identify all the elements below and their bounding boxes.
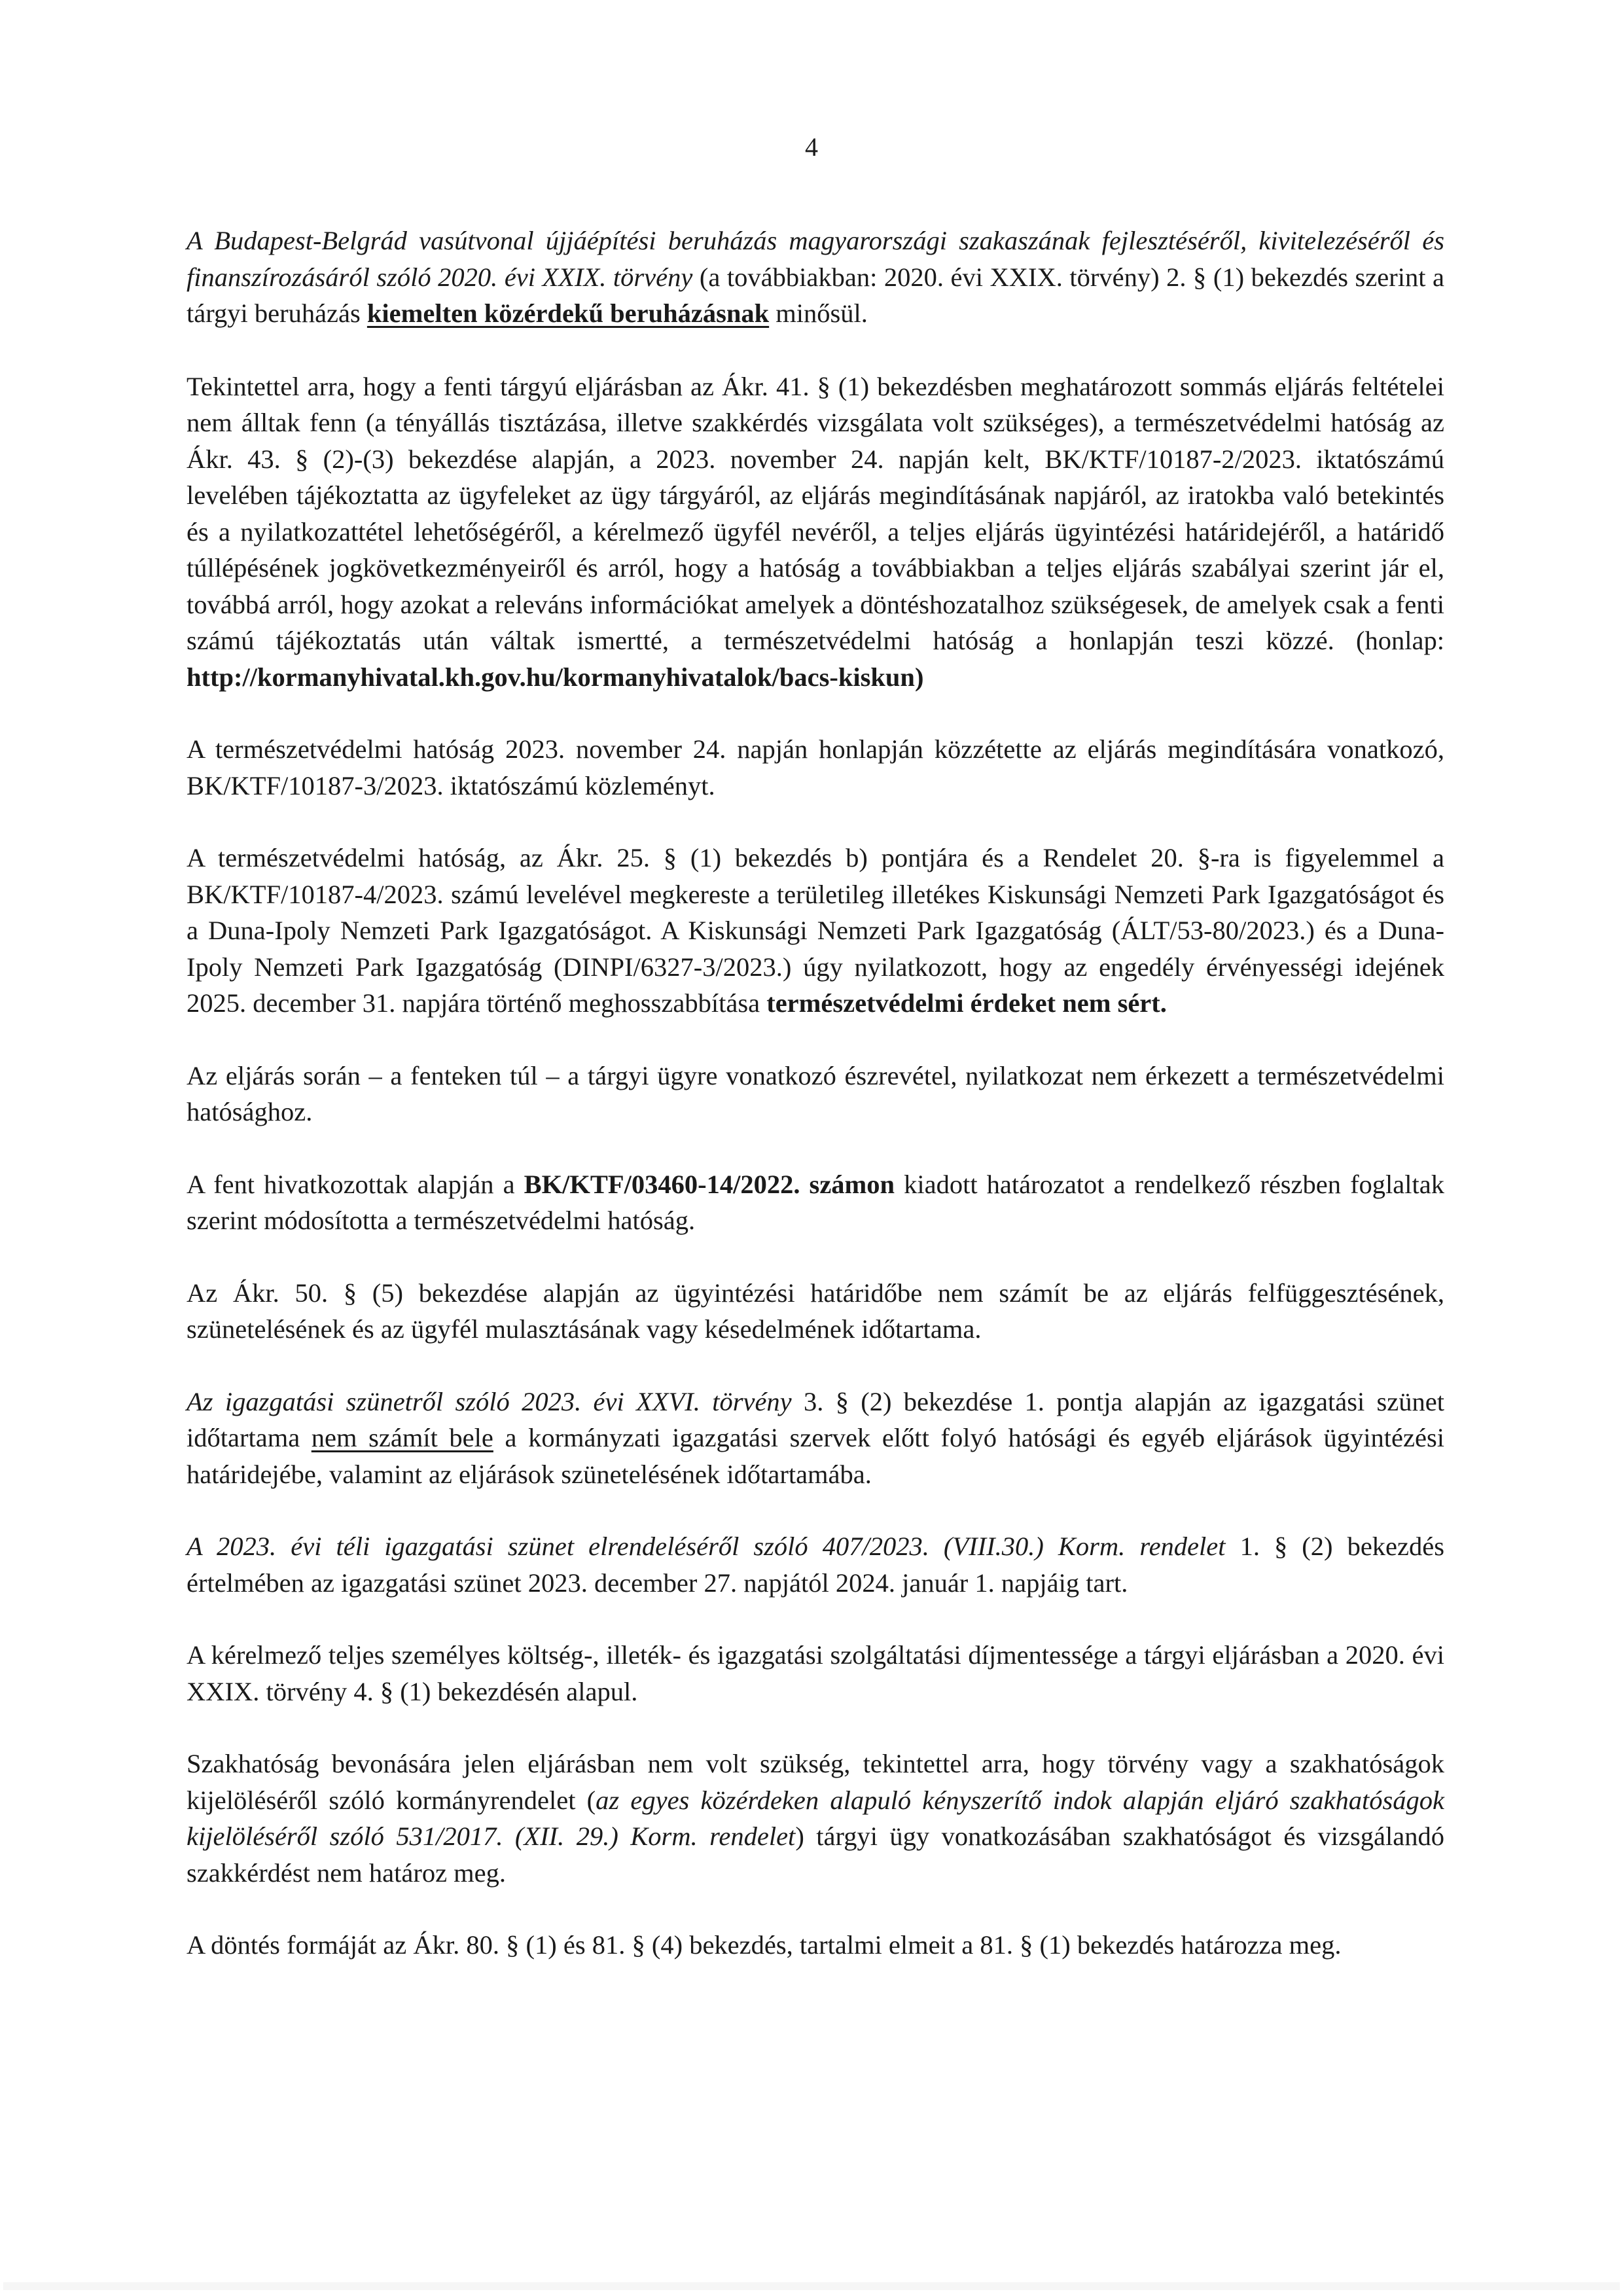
website-link[interactable]: http://kormanyhivatal.kh.gov.hu/kormanyhivatalok/bacs-kiskun) <box>187 662 924 692</box>
law-title-italic: A Budapest-Belgrád vasútvonal újjáépítési beruházás magyarországi szakaszának fejlesztéséről, kivitelezéséről és finanszírozásáról szóló 2020. évi XXIX. törvény <box>187 226 1444 292</box>
paragraph-text: Szakhatóság bevonására jelen eljárásban nem volt szükség, tekintettel arra, hogy törvény vagy a szakhatóságok kijelöléséről szóló kormányrendelet ( <box>187 1749 1444 1815</box>
paragraph-text: 3. § (2) bekezdése 1. pontja alapján az igazgatási szünet időtartama <box>187 1386 1444 1452</box>
paragraph-text: A fent hivatkozottak alapján a <box>187 1169 524 1199</box>
decree-title-italic: A 2023. évi téli igazgatási szünet elrendeléséről szóló 407/2023. (VIII.30.) Korm. rendelet <box>187 1532 1226 1561</box>
paragraph-decision-form <box>187 1927 1444 1964</box>
paragraph-text: (a továbbiakban: 2020. évi XXIX. törvény) 2. § (1) bekezdés szerint a tárgyi beruházás <box>187 262 1444 328</box>
paragraph-decision-modified <box>187 1166 1444 1239</box>
paragraph-expert-authority <box>187 1746 1444 1891</box>
decision-reference-number: BK/KTF/03460-14/2022. számon <box>524 1169 895 1199</box>
no-harm-conclusion: természetvédelmi érdeket nem sért. <box>766 988 1167 1018</box>
not-counted-emphasis: nem számít bele <box>311 1423 493 1452</box>
page-number: 4 <box>805 132 818 162</box>
paragraph-text: minősül. <box>769 298 868 328</box>
paragraph-text: A természetvédelmi hatóság 2023. november 24. napján honlapján közzétette az eljárás megindítására vonatkozó, BK/KTF/10187-3/2023. iktatószámú közleményt. <box>187 734 1444 800</box>
law-title-italic: Az igazgatási szünetről szóló 2023. évi XXVI. törvény <box>187 1386 792 1416</box>
scan-edge-shadow <box>3 2282 1620 2290</box>
paragraph-text: a kormányzati igazgatási szervek előtt folyó hatósági és egyéb eljárások ügyintézési határidejébe, valamint az eljárások szünetelésének időtartamába. <box>187 1423 1444 1489</box>
paragraph-national-park-consultation <box>187 840 1444 1022</box>
paragraph-text: A döntés formáját az Ákr. 80. § (1) és 81. § (4) bekezdés, tartalmi elmeit a 81. § (1) bekezdés határozza meg. <box>187 1930 1342 1960</box>
paragraph-deadline-exclusions <box>187 1275 1444 1348</box>
decree-title-italic: az egyes közérdeken alapuló kényszerítő indok alapján eljáró szakhatóságok kijelöléséről szóló 531/2017. (XII. 29.) Korm. rendelet <box>187 1785 1445 1851</box>
paragraph-fee-exemption <box>187 1637 1444 1710</box>
paragraph-text: Tekintettel arra, hogy a fenti tárgyú eljárásban az Ákr. 41. § (1) bekezdésben meghatározott sommás eljárás feltételei nem álltak fenn (a tényállás tisztázása, illetve szakkérdés vizsgálata volt szükséges), a természetvédelmi hatóság az Ákr. 43. § (2)-(3) bekezdése alapján, a 2023. november 24. napján kelt, BK/KTF/10187-2/2023. iktatószámú levelében tájékoztatta az ügyfeleket az ügy tárgyáról, az eljárás megindításának napjáról, az iratokba való betekintés és a nyilatkozattétel lehetőségéről, a kérelmező ügyfél nevéről, a teljes eljárás ügyintézési határidejéről, a határidő túllépésének jogkövetkezményeiről és arról, hogy a hatóság a továbbiakban a teljes eljárás szabályai szerint jár el, továbbá arról, hogy azokat a releváns információkat amelyek a döntéshozatalhoz szükségesek, de amelyek csak a fenti számú tájékoztatás után váltak ismertté, a természetvédelmi hatóság a honlapján teszi közzé. (honlap: <box>187 371 1444 655</box>
paragraph-procedure-notice <box>187 368 1444 696</box>
paragraph-no-comments <box>187 1058 1444 1130</box>
paragraph-website-publication <box>187 731 1444 804</box>
document-body <box>187 223 1444 2000</box>
paragraph-administrative-break-law <box>187 1384 1444 1493</box>
paragraph-winter-break-decree <box>187 1528 1444 1601</box>
paragraph-text: Az eljárás során – a fenteken túl – a tárgyi ügyre vonatkozó észrevétel, nyilatkozat nem érkezett a természetvédelmi hatósághoz. <box>187 1060 1444 1126</box>
paragraph-text: Az Ákr. 50. § (5) bekezdése alapján az ügyintézési határidőbe nem számít be az eljárás felfüggesztésének, szünetelésének és az ügyfél mulasztásának vagy késedelmének időtartama. <box>187 1278 1444 1344</box>
paragraph-text: ) tárgyi ügy vonatkozásában szakhatóságot és vizsgálandó szakkérdést nem határoz meg. <box>187 1821 1444 1888</box>
priority-investment-emphasis: kiemelten közérdekű beruházásnak <box>366 298 770 328</box>
paragraph-legal-basis-railway <box>187 223 1444 332</box>
paragraph-text: A természetvédelmi hatóság, az Ákr. 25. § (1) bekezdés b) pontjára és a Rendelet 20. §-ra is figyelemmel a BK/KTF/10187-4/2023. számú levelével megkereste a területileg illetékes Kiskunsági Nemzeti Park Igazgatóságot és a Duna-Ipoly Nemzeti Park Igazgatóságot. A Kiskunsági Nemzeti Park Igazgatóság (ÁLT/53-80/2023.) és a Duna-Ipoly Nemzeti Park Igazgatóság (DINPI/6327-3/2023.) úgy nyilatkozott, hogy az engedély érvényességi idejének 2025. december 31. napjára történő meghosszabbítása <box>187 843 1444 1018</box>
paragraph-text: 1. § (2) bekezdés értelmében az igazgatási szünet 2023. december 27. napjától 2024. január 1. napjáig tart. <box>187 1532 1444 1598</box>
paragraph-text: kiadott határozatot a rendelkező részben foglaltak szerint módosította a természetvédelmi hatóság. <box>187 1169 1445 1235</box>
paragraph-text: A kérelmező teljes személyes költség-, illeték- és igazgatási szolgáltatási díjmentessége a tárgyi eljárásban a 2020. évi XXIX. törvény 4. § (1) bekezdésén alapul. <box>187 1640 1444 1706</box>
